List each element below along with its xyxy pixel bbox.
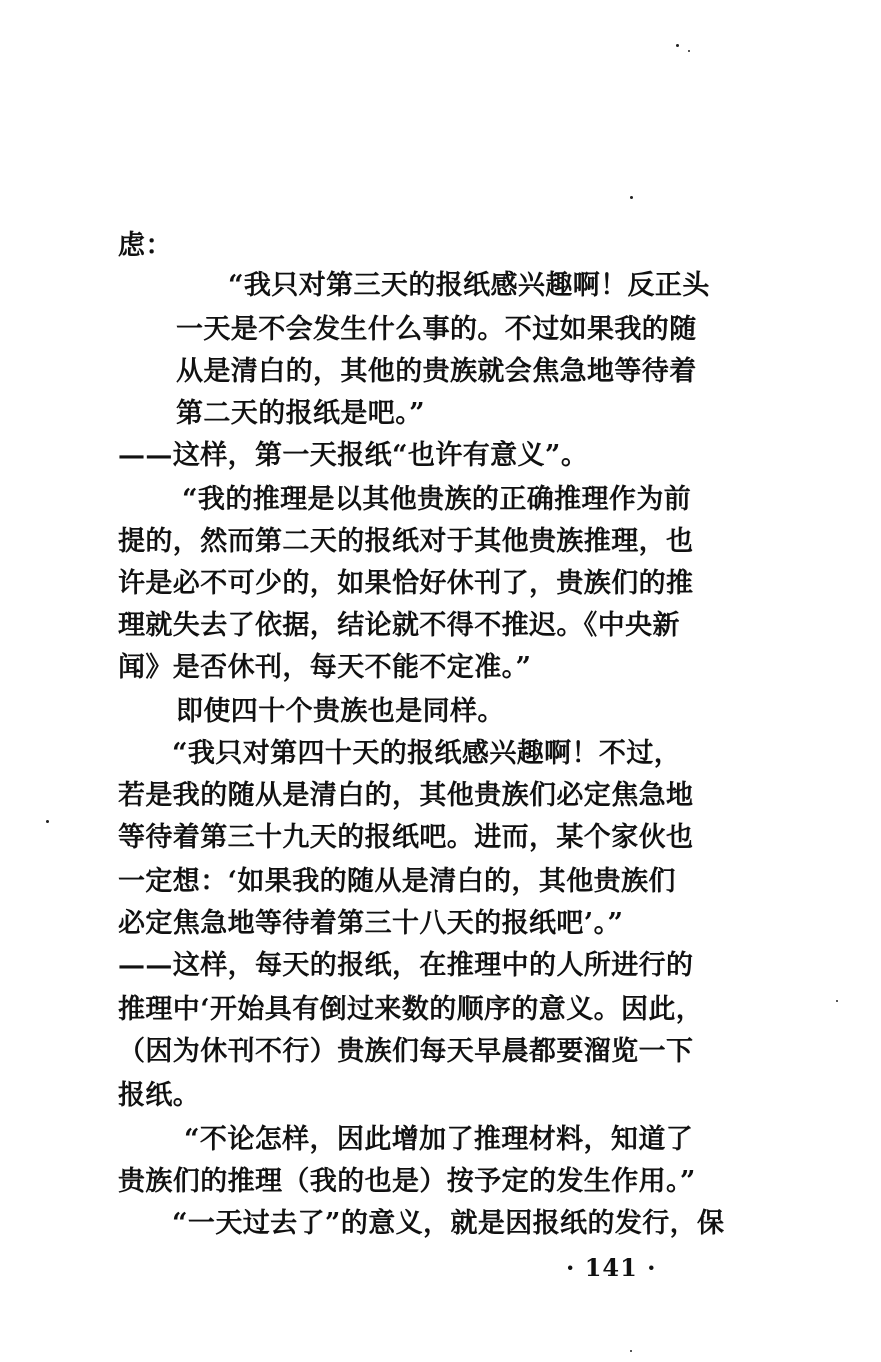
scan-speck (630, 196, 633, 199)
text-line: 一定想：‘如果我的随从是清白的，其他贵族们 (118, 866, 676, 897)
text-line: 一天是不会发生什么事的。不过如果我的随 (176, 314, 697, 345)
text-line: “我的推理是以其他贵族的正确推理作为前 (182, 484, 692, 515)
text-line: （因为休刊不行）贵族们每天早晨都要溜览一下 (118, 1036, 694, 1067)
scan-speck (676, 44, 679, 47)
text-line: “一天过去了”的意义，就是因报纸的发行，保 (172, 1208, 725, 1239)
text-line: ——这样，每天的报纸，在推理中的人所进行的 (118, 950, 694, 981)
scan-speck (688, 50, 690, 52)
text-line: 闻》是否休刊，每天不能不定准。” (118, 652, 532, 683)
text-line: 许是必不可少的，如果恰好休刊了，贵族们的推 (118, 568, 694, 599)
text-line: “不论怎样，因此增加了推理材料，知道了 (184, 1124, 694, 1155)
text-line: 虑： (118, 230, 173, 261)
text-line: 等待着第三十九天的报纸吧。进而，某个家伙也 (118, 822, 694, 853)
text-line: 必定焦急地等待着第三十八天的报纸吧’。” (118, 908, 624, 939)
text-line: 报纸。 (118, 1080, 201, 1111)
scan-speck (46, 820, 49, 823)
text-line: 第二天的报纸是吧。” (176, 398, 426, 429)
text-line: 理就失去了依据，结论就不得不推迟。《中央新 (118, 610, 680, 641)
text-line: “我只对第三天的报纸感兴趣啊！反正头 (228, 270, 710, 301)
text-line: 从是清白的，其他的贵族就会焦急地等待着 (176, 356, 697, 387)
text-line: 提的，然而第二天的报纸对于其他贵族推理，也 (118, 526, 694, 557)
text-line: “我只对第四十天的报纸感兴趣啊！不过， (172, 738, 682, 769)
page-number: · 141 · (566, 1253, 657, 1282)
scan-speck (836, 1000, 838, 1002)
text-line: 贵族们的推理（我的也是）按予定的发生作用。” (118, 1166, 696, 1197)
text-line: 推理中‘开始具有倒过来数的顺序的意义。因此， (118, 994, 704, 1025)
text-line: 即使四十个贵族也是同样。 (176, 696, 505, 727)
text-line: 若是我的随从是清白的，其他贵族们必定焦急地 (118, 780, 694, 811)
text-line: ——这样，第一天报纸“也许有意义”。 (118, 440, 589, 471)
scan-speck (630, 1350, 632, 1352)
